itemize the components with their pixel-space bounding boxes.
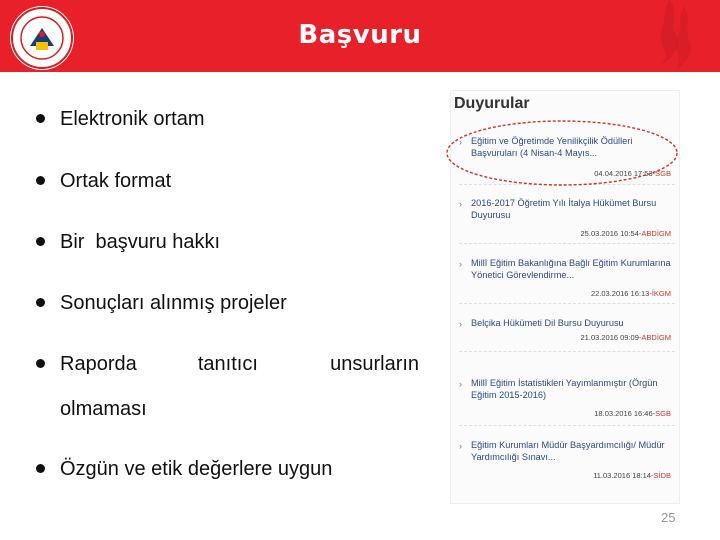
divider [459,351,675,352]
flame-decoration-icon [610,0,720,72]
announcement-date: 04.04.2016 17:53- [594,169,656,178]
highlight-ellipse [444,118,680,188]
bullet-text: Ortak format [60,170,172,192]
announcement-unit: SGB [655,409,671,418]
chevron-right-icon: › [459,441,462,451]
chevron-right-icon: › [459,199,462,209]
chevron-right-icon: › [459,259,462,269]
announcement-title[interactable]: Belçika Hükümeti Dil Bursu Duyurusu [471,318,624,328]
announcement-date: 11.03.2016 18:14- [593,471,654,480]
announcement-meta [594,409,671,418]
bullet-dot-icon [36,237,45,246]
announcement-unit: SİDB [653,471,671,480]
announcement-date: 22.03.2016 16:13- [590,289,652,298]
divider [459,425,675,426]
bullet-text: Raporda tanıtıcı unsurların [60,353,420,375]
divider [459,243,675,244]
announcement-title[interactable]: 2016-2017 Öğretim Yılı İtalya Hükümet Bursu Duyurusu [471,198,657,220]
announcements-heading: Duyurular [454,95,530,112]
announcement-unit: ABDİGM [641,229,671,238]
chevron-right-icon: › [459,379,462,389]
announcement-unit: SGB [655,169,671,178]
announcement-meta [593,471,671,480]
bullet-dot-icon [36,176,45,185]
bullet-dot-icon [36,464,45,473]
title-bar [0,0,720,72]
announcement-meta [581,229,671,238]
divider [459,303,675,304]
bullet-text: Elektronik ortam [60,108,205,130]
slide-title: Başvuru [298,20,422,50]
announcement-title[interactable]: Eğitim ve Öğretimde Yenilikçilik Ödülleri Başvuruları (4 Nisan-4 Mayıs... [471,136,633,158]
announcement-meta [581,333,671,342]
announcement-title[interactable]: Millî Eğitim Bakanlığına Bağlı Eğitim Kurumlarına Yönetici Görevlendirme... [471,258,671,280]
announcement-title[interactable]: Millî Eğitim İstatistikleri Yayımlanmıştır (Örgün Eğitim 2015-2016) [471,378,658,400]
announcement-meta [591,289,671,298]
bullet-text: Bir başvuru hakkı [60,231,221,253]
chevron-right-icon: › [459,319,462,329]
bullet-text: Sonuçları alınmış projeler [60,292,287,314]
bullet-dot-icon [36,114,45,123]
announcement-title[interactable]: Eğitim Kurumları Müdür Başyardımcılığı/ Müdür Yardımcılığı Sınavı... [471,440,665,462]
announcement-date: 25.03.2016 10:54- [580,229,642,238]
bullet-text: Özgün ve etik değerlere uygun [60,458,333,480]
bullet-text: olmaması [60,398,147,420]
page-number: 25 [661,510,676,525]
bullet-dot-icon [36,298,45,307]
bullet-dot-icon [36,359,45,368]
announcement-date: 21.03.2016 09:09- [580,333,642,342]
announcement-unit: ABDİGM [641,333,671,342]
announcement-unit: İKGM [651,289,671,298]
announcement-date: 18.03.2016 16:46- [594,409,656,418]
chevron-right-icon: › [459,137,462,147]
